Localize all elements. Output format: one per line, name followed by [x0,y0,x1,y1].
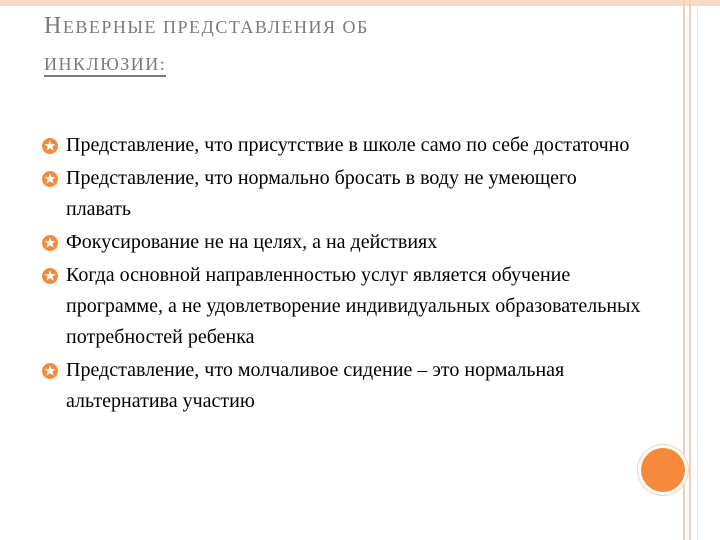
title-line-2: ИНКЛЮЗИИ: [44,53,166,77]
slide-title [44,8,644,82]
star-in-circle-icon [42,363,58,379]
bullet-text: Фокусирование не на целях, а на действиях [66,231,438,253]
bullet-item [42,355,642,417]
star-in-circle-icon [42,171,58,187]
bullet-text: Представление, что нормально бросать в воду не умеющего плавать [66,167,577,220]
star-in-circle-icon [42,268,58,284]
title-initial: Н [44,13,63,39]
bullet-list [42,130,642,417]
top-border [0,0,720,6]
decorative-circle [641,448,685,492]
star-in-circle-icon [42,138,58,154]
bullet-text: Представление, что молчаливое сидение – это нормальная альтернатива участию [66,359,565,412]
bullet-text: Когда основной направленностью услуг является обучение программе, а не удовлетворение индивидуальных образовательных потребностей ребенка [66,264,641,348]
bullet-text: Представление, что присутствие в школе само по себе достаточно [66,134,630,156]
title-line-1 [44,8,644,45]
right-border-line-inner [689,0,691,540]
bullet-item [42,260,642,353]
bullet-item [42,227,642,258]
bullet-item [42,163,642,225]
right-border-line-thin [697,0,698,540]
bullet-item [42,130,642,161]
star-in-circle-icon [42,235,58,251]
right-border-line [683,0,685,540]
title-line-1-text: ЕВЕРНЫЕ ПРЕДСТАВЛЕНИЯ ОБ [62,17,369,37]
